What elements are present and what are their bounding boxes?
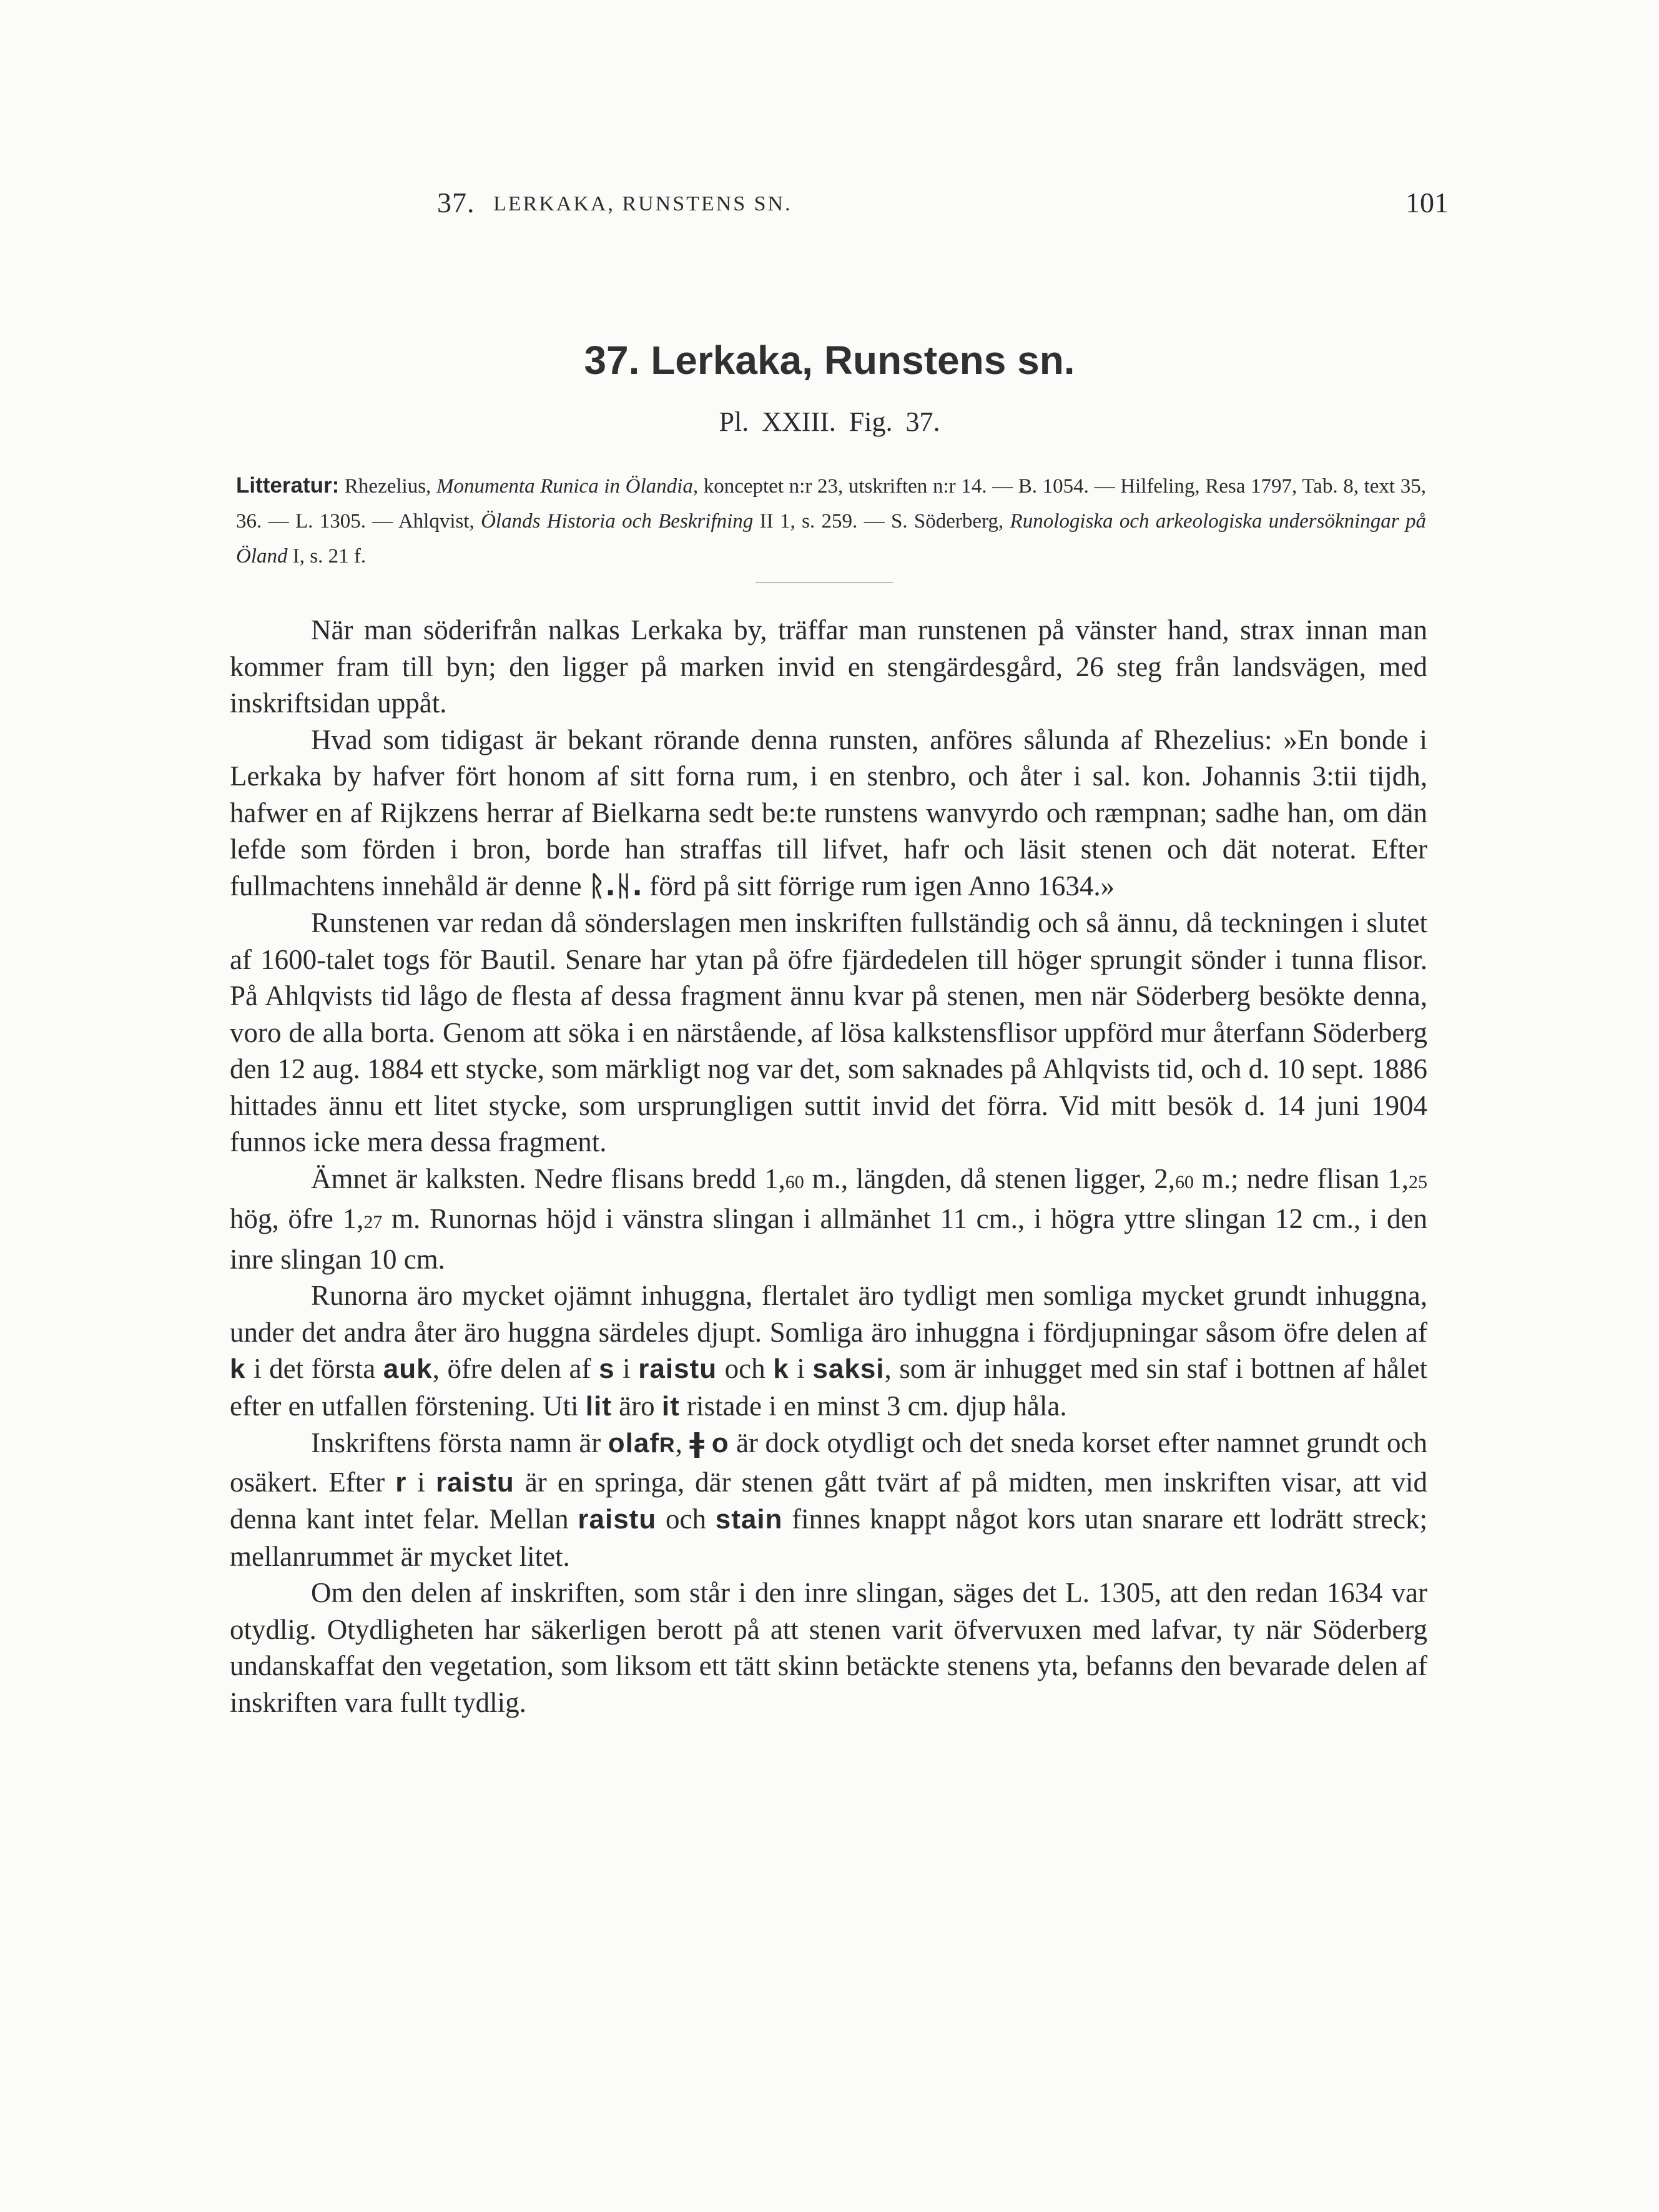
section-heading: 37. Lerkaka, Runstens sn. bbox=[584, 338, 1075, 383]
runic-transliteration: saksi bbox=[812, 1354, 885, 1384]
runic-transliteration: k bbox=[230, 1354, 246, 1384]
rune-sign: ᚱ.ᚺ. bbox=[588, 870, 643, 902]
separator-rule bbox=[756, 582, 893, 583]
body-text bbox=[230, 612, 1427, 1721]
runic-transliteration: raistu bbox=[638, 1354, 717, 1384]
runic-transliteration: stain bbox=[715, 1504, 783, 1535]
running-head-title: LERKAKA, RUNSTENS SN. bbox=[493, 192, 792, 215]
runic-transliteration: r bbox=[395, 1467, 407, 1498]
running-head-number: 37. bbox=[437, 187, 475, 219]
paragraph-history: Hvad som tidigast är bekant rörande denna runsten, anföres sålunda af Rhezelius: »En bonde i Lerkaka by hafver fört honom af sitt forna rum, i en stenbro, och åter i sal. kon. Johannis 3:tii tijdh, hafwer en af Rijkzens herrar af Bielkarna sedt be:te runstens wanvyrdo och ræmpnan; sadhe han, om dän lefde som förden i bron, borde han straffas till lifvet, hafr och läsit stenen och dät noterat. Efter fullmachtens innehåld är denne ᚱ.ᚺ. förd på sitt förrige rum igen Anno 1634.» bbox=[230, 724, 1427, 902]
paragraph-fragments: Runstenen var redan då sönderslagen men inskriften fullständig och så ännu, då teckningen i slutet af 1600-talet togs för Bautil. Senare har ytan på öfre fjärdedelen till höger sprungit sönder i tunna flisor. På Ahlqvists tid lågo de flesta af dessa fragment ännu kvar på stenen, men när Söderberg besökte denna, voro de alla borta. Genom att söka i en närstående, af lösa kalkstensflisor uppförd mur återfann Söderberg den 12 aug. 1884 ett stycke, som märkligt nog var det, som saknades på Ahlqvists tid, och d. 10 sept. 1886 hittades ännu ett litet stycke, som ursprungligen suttit invid det förra. Vid mitt besök d. 14 juni 1904 funnos icke mera dessa fragment. bbox=[230, 907, 1427, 1158]
runic-transliteration: s bbox=[599, 1354, 615, 1384]
runic-transliteration: it bbox=[661, 1390, 680, 1422]
runic-transliteration: olaf bbox=[608, 1428, 659, 1458]
runic-transliteration: raistu bbox=[578, 1504, 657, 1535]
page-number: 101 bbox=[1405, 187, 1449, 219]
cross-sign: ǂ bbox=[689, 1427, 705, 1459]
runic-transliteration: R bbox=[659, 1433, 676, 1457]
paragraph-inscription: Inskriftens första namn är olafR, ǂ o är dock otydligt och det sneda korset efter namnet grundt och osäkert. Efter r i raistu är en springa, där stenen gått tvärt af på midten, men inskriften visar, att vid denna kant intet felar. Mellan raistu och stain finnes knappt något kors utan snarare ett lodrätt streck; mellanrummet är mycket litet. bbox=[230, 1427, 1428, 1572]
runic-transliteration: raistu bbox=[435, 1467, 514, 1498]
paragraph-material: Ämnet är kalksten. Nedre flisans bredd 1,60 m., längden, då stenen ligger, 2,60 m.; nedre flisan 1,25 hög, öfre 1,27 m. Runornas höjd i vänstra slingan i allmänhet 11 cm., i högra yttre slingan 12 cm., i den inre slingan 10 cm. bbox=[230, 1163, 1427, 1275]
literature-label: Litteratur: bbox=[236, 473, 340, 498]
runic-transliteration: o bbox=[711, 1428, 729, 1458]
literature-references: Litteratur: Rhezelius, Monumenta Runica in Ölandia, konceptet n:r 23, utskriften n:r 14. — B. 1054. — Hilfeling, Resa 1797, Tab. 8, text 35, 36. — L. 1305. — Ahlqvist, Ölands Historia och Beskrifning II 1, s. 259. — S. Söderberg, Runologiska och arkeologiska undersökningar på Öland I, s. 21 f. bbox=[236, 473, 1426, 568]
plate-figure-reference: Pl. XXIII. Fig. 37. bbox=[719, 406, 940, 437]
running-head bbox=[437, 186, 1449, 230]
runic-transliteration: k bbox=[773, 1354, 789, 1384]
runic-transliteration: auk bbox=[383, 1354, 433, 1384]
runic-transliteration: lit bbox=[585, 1390, 612, 1422]
paragraph-inner-band: Om den delen af inskriften, som står i den inre slingan, säges det L. 1305, att den redan 1634 var otydlig. Otydligheten har säkerligen berott på att stenen varit öfvervuxen med lafvar, ty när Söderberg undanskaffat den vegetation, som liksom ett tätt skinn betäckte stenens yta, befanns den bevarade delen af inskriften vara fullt tydlig. bbox=[230, 1577, 1427, 1718]
paragraph-carving: Runorna äro mycket ojämnt inhuggna, flertalet äro tydligt men somliga mycket grundt inhuggna, under det andra åter äro huggna särdeles djupt. Somliga äro inhuggna i fördjupningar såsom öfre delen af k i det första auk, öfre delen af s i raistu och k i saksi, som är inhugget med sin staf i bottnen af hålet efter en utfallen förstening. Uti lit äro it ristade i en minst 3 cm. djup håla. bbox=[230, 1280, 1427, 1422]
paragraph-location: När man söderifrån nalkas Lerkaka by, träffar man runstenen på vänster hand, strax innan man kommer fram till byn; den ligger på marken invid en stengärdesgård, 26 steg från landsvägen, med inskriftsidan uppåt. bbox=[230, 614, 1427, 719]
